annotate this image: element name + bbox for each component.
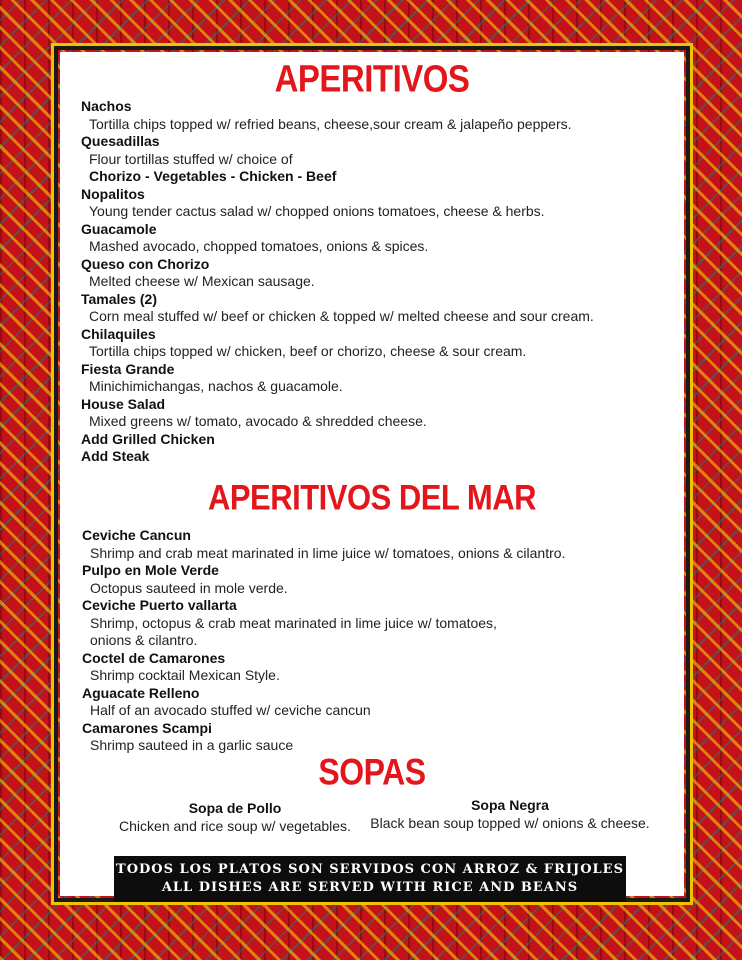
item-name: Queso con Chorizo bbox=[81, 255, 210, 272]
list-item bbox=[81, 361, 594, 396]
list-item bbox=[81, 326, 594, 361]
section-title-sopas: SOPAS bbox=[318, 751, 426, 793]
item-desc: Tortilla chips topped w/ refried beans, cheese,sour cream & jalapeño peppers. bbox=[89, 115, 572, 132]
item-desc: Octopus sauteed in mole verde. bbox=[90, 579, 288, 596]
item-desc: Mashed avocado, chopped tomatoes, onions & spices. bbox=[89, 238, 429, 254]
item-desc: Shrimp cocktail Mexican Style. bbox=[90, 667, 280, 683]
list-item bbox=[81, 448, 594, 466]
item-name: Nachos bbox=[81, 98, 132, 114]
item-desc: Shrimp, octopus & crab meat marinated in lime juice w/ tomatoes, onions & cilantro. bbox=[90, 614, 497, 648]
item-name: Ceviche Cancun bbox=[82, 527, 191, 543]
item-desc: Corn meal stuffed w/ beef or chicken & topped w/ melted cheese and sour cream. bbox=[89, 308, 594, 324]
item-name: Camarones Scampi bbox=[82, 719, 212, 736]
list-item bbox=[81, 396, 594, 431]
item-name: Aguacate Relleno bbox=[82, 684, 200, 701]
item-name: Ceviche Puerto vallarta bbox=[82, 597, 237, 613]
item-desc: Mixed greens w/ tomato, avocado & shredded cheese. bbox=[89, 413, 427, 429]
list-item bbox=[81, 186, 594, 221]
list-item bbox=[82, 597, 565, 650]
item-name: Coctel de Camarones bbox=[82, 649, 226, 666]
section-title-aperitivos: APERITIVOS bbox=[274, 57, 470, 100]
item-desc: Young tender cactus salad w/ chopped onions tomatoes, cheese & herbs. bbox=[89, 203, 545, 219]
section-title-aperitivos-del-mar: APERITIVOS DEL MAR bbox=[207, 477, 537, 518]
banner-line-english: ALL DISHES ARE SERVED WITH RICE AND BEANS bbox=[161, 880, 579, 895]
item-name: Add Steak bbox=[81, 448, 150, 464]
list-item bbox=[81, 98, 594, 133]
item-name: Sopa Negra bbox=[471, 797, 549, 813]
item-name: Chilaquiles bbox=[81, 325, 156, 342]
item-desc: Half of an avocado stuffed w/ ceviche cancun bbox=[90, 702, 371, 718]
sopa-de-pollo bbox=[90, 799, 380, 835]
item-desc: Shrimp and crab meat marinated in lime juice w/ tomatoes, onions & cilantro. bbox=[90, 544, 566, 561]
aperitivos-list bbox=[81, 98, 594, 466]
banner-line-spanish: TODOS LOS PLATOS SON SERVIDOS CON ARROZ & FRIJOLES bbox=[116, 862, 624, 877]
item-desc: Black bean soup topped w/ onions & cheese. bbox=[370, 815, 650, 831]
item-desc: Tortilla chips topped w/ chicken, beef or chorizo, cheese & sour cream. bbox=[89, 343, 527, 359]
list-item bbox=[81, 133, 594, 186]
item-name: Add Grilled Chicken bbox=[81, 430, 215, 447]
item-desc: Shrimp sauteed in a garlic sauce bbox=[90, 737, 294, 753]
item-desc: Minichimichangas, nachos & guacamole. bbox=[89, 378, 343, 394]
item-name: Pulpo en Mole Verde bbox=[82, 562, 219, 578]
aperitivos-del-mar-list bbox=[82, 527, 565, 755]
list-item bbox=[82, 527, 565, 562]
list-item bbox=[81, 291, 594, 326]
list-item bbox=[82, 685, 565, 720]
list-item bbox=[81, 431, 594, 449]
item-name: Nopalitos bbox=[81, 185, 145, 202]
item-desc: Flour tortillas stuffed w/ choice of bbox=[89, 150, 293, 167]
list-item bbox=[81, 221, 594, 256]
sopa-negra bbox=[360, 796, 660, 832]
item-name: Quesadillas bbox=[81, 133, 160, 149]
item-options: Chorizo - Vegetables - Chicken - Beef bbox=[89, 168, 337, 184]
list-item bbox=[82, 650, 565, 685]
item-desc: Chicken and rice soup w/ vegetables. bbox=[119, 818, 351, 834]
item-name: Fiesta Grande bbox=[81, 360, 175, 377]
item-name: Tamales (2) bbox=[81, 290, 157, 307]
menu-content bbox=[60, 52, 684, 896]
rice-and-beans-banner bbox=[114, 856, 626, 902]
list-item bbox=[82, 720, 565, 755]
item-desc: Melted cheese w/ Mexican sausage. bbox=[89, 273, 315, 289]
item-name: House Salad bbox=[81, 395, 166, 412]
item-name: Guacamole bbox=[81, 220, 157, 237]
item-name: Sopa de Pollo bbox=[188, 800, 282, 816]
list-item bbox=[82, 562, 565, 597]
list-item bbox=[81, 256, 594, 291]
